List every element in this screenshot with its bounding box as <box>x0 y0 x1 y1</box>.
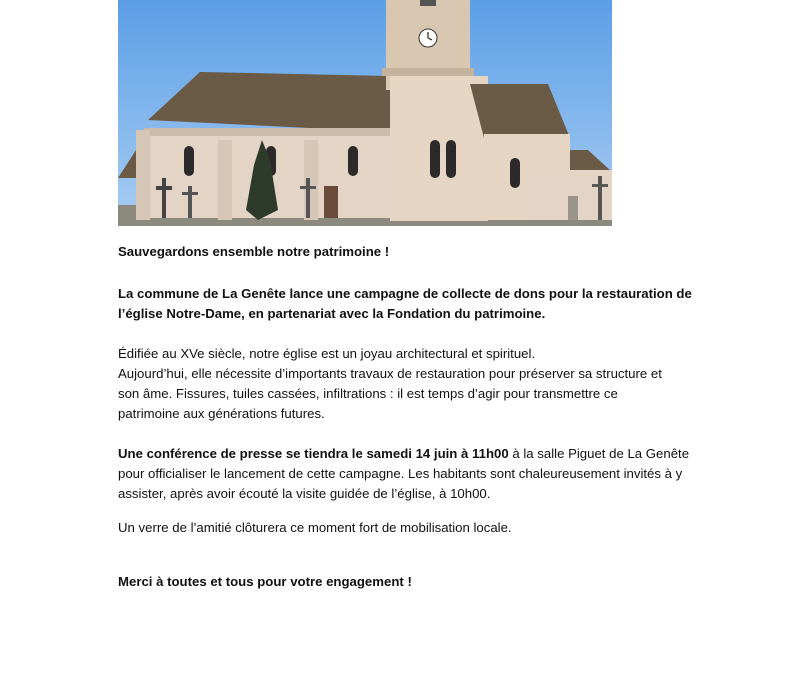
conference-line <box>118 444 698 464</box>
conference-paragraph <box>118 444 698 504</box>
closing-note: Un verre de l’amitié clôturera ce moment fort de mobilisation locale. <box>118 520 512 535</box>
conference-line: assister, après avoir écouté la visite guidée de l’église, à 10h00. <box>118 486 491 501</box>
page-heading: Sauvegardons ensemble notre patrimoine ! <box>118 244 390 259</box>
intro-line: La commune de La Genête lance une campagne de collecte de dons pour la restauration de <box>118 286 692 301</box>
church-photo <box>118 0 612 226</box>
conference-highlight: Une conférence de presse se tiendra le samedi 14 juin à 11h00 <box>118 446 509 461</box>
history-line: son âme. Fissures, tuiles cassées, infiltrations : il est temps d’agir pour transmettre ce <box>118 386 618 401</box>
history-line: patrimoine aux générations futures. <box>118 406 325 421</box>
history-line: Édifiée au XVe siècle, notre église est un joyau architectural et spirituel. <box>118 346 536 361</box>
conference-line: pour officialiser le lancement de cette campagne. Les habitants sont chaleureusement invités à y <box>118 466 683 481</box>
history-line: Aujourd’hui, elle nécessite d’importants travaux de restauration pour préserver sa structure et <box>118 366 662 381</box>
intro-paragraph <box>118 284 698 324</box>
thanks-line: Merci à toutes et tous pour votre engagement ! <box>118 574 412 589</box>
intro-line: l’église Notre-Dame, en partenariat avec la Fondation du patrimoine. <box>118 306 546 321</box>
church-illustration <box>118 0 612 226</box>
conference-location: à la salle Piguet de La Genête <box>508 446 690 461</box>
history-paragraph <box>118 344 698 424</box>
